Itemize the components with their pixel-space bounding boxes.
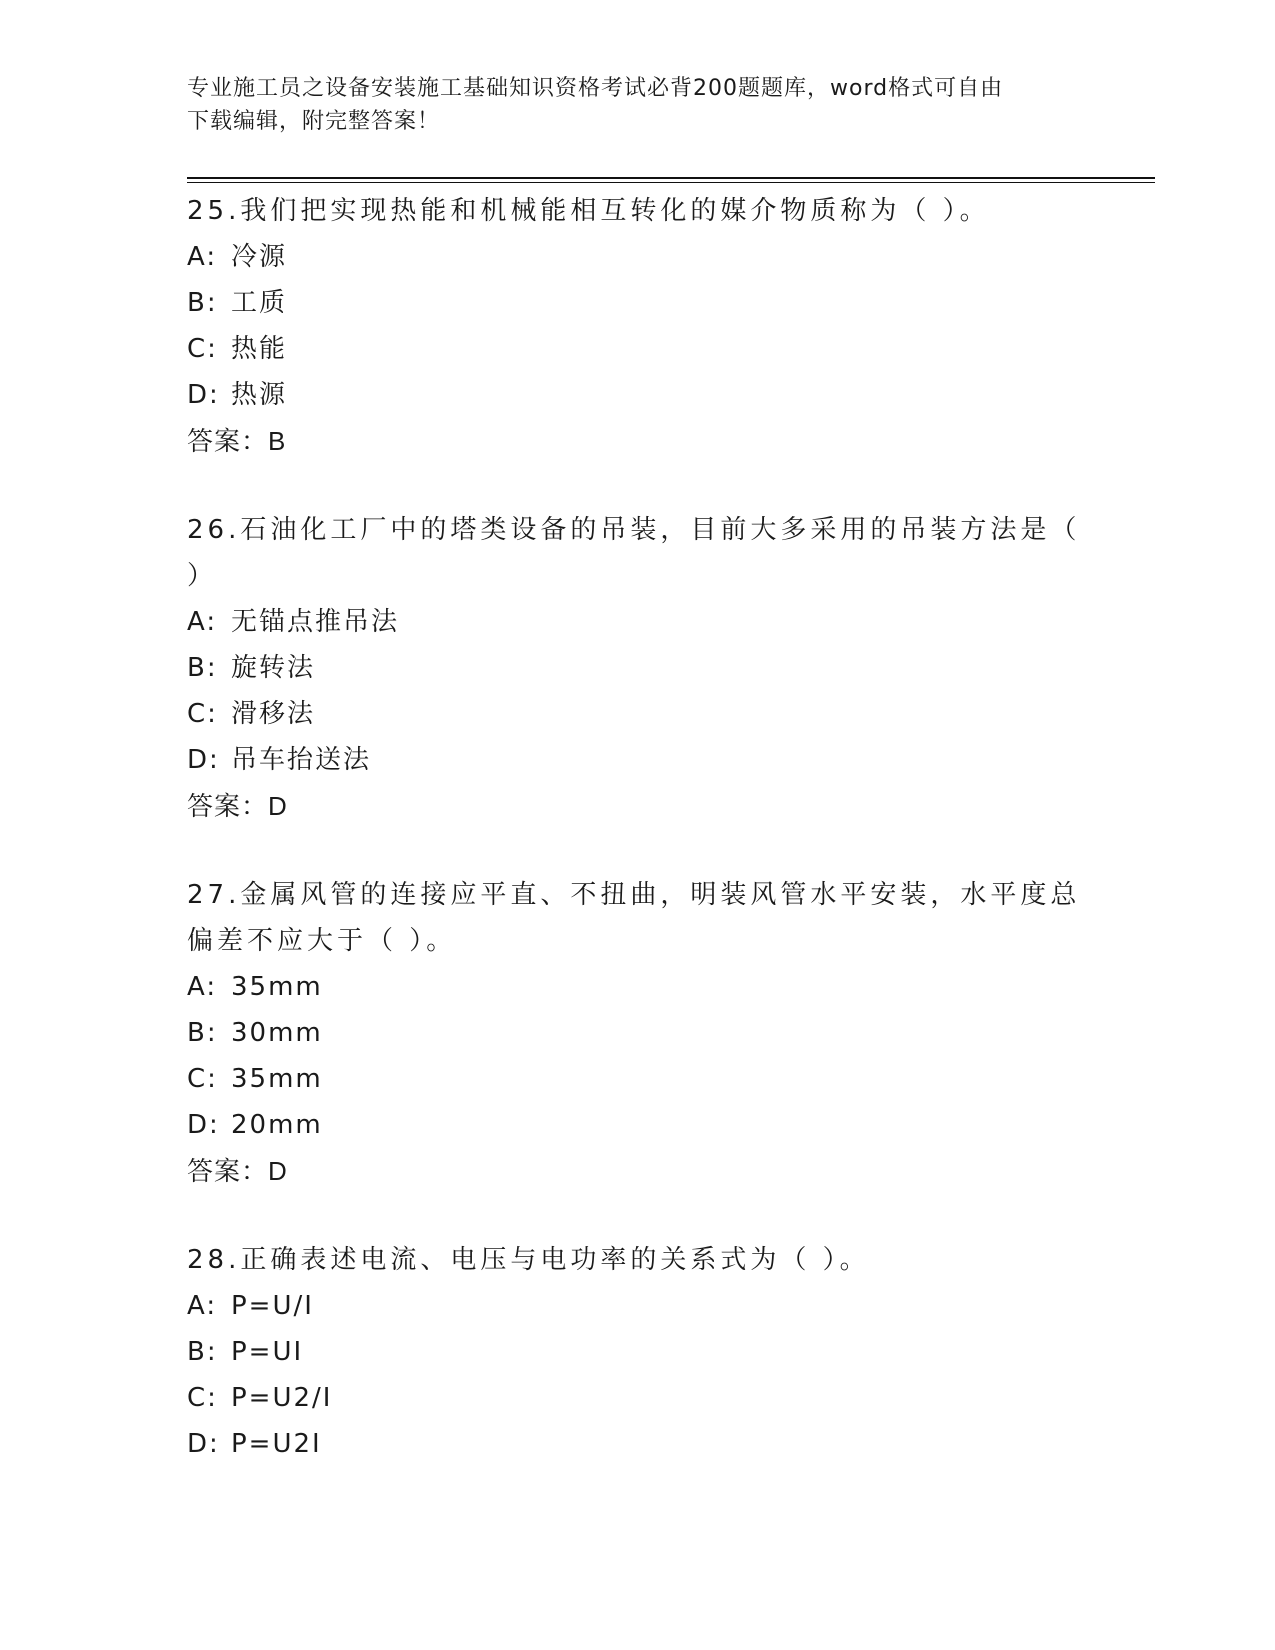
option-d: [187, 1421, 1087, 1467]
question-text: 28.正确表述电流、电压与电功率的关系式为（ ）。: [187, 1245, 870, 1275]
option-key: D:: [187, 745, 220, 775]
option-key: C:: [187, 1383, 218, 1413]
header-line-1: 专业施工员之设备安装施工基础知识资格考试必背200题题库，word格式可自由: [187, 76, 1004, 101]
option-text: 冷源: [231, 242, 288, 272]
option-c: [187, 326, 1087, 372]
option-text: 35mm: [231, 972, 323, 1002]
option-key: B:: [187, 1337, 218, 1367]
question-text: 27.金属风管的连接应平直、不扭曲，明装风管水平安装，水平度总偏差不应大于（ ）。: [187, 880, 1081, 956]
option-text: 旋转法: [231, 653, 316, 683]
option-text: 滑移法: [231, 699, 316, 729]
option-a: [187, 234, 1087, 280]
option-key: C:: [187, 334, 218, 364]
option-text: 吊车抬送法: [231, 745, 372, 775]
answer-line: 答案：B: [187, 426, 287, 456]
option-key: B:: [187, 653, 218, 683]
question-25: [187, 188, 1087, 464]
option-b: [187, 1010, 1087, 1056]
option-c: [187, 1056, 1087, 1102]
question-27: [187, 872, 1087, 1194]
option-key: C:: [187, 1064, 218, 1094]
option-b: [187, 280, 1087, 326]
header-divider-thick: [187, 177, 1155, 179]
option-text: 35mm: [231, 1064, 323, 1094]
option-key: A:: [187, 1291, 218, 1321]
option-key: A:: [187, 242, 218, 272]
option-key: A:: [187, 972, 218, 1002]
question-26: [187, 507, 1087, 829]
option-d: [187, 372, 1087, 418]
option-text: P=U/I: [231, 1291, 314, 1321]
option-key: B:: [187, 1018, 218, 1048]
option-text: 20mm: [231, 1110, 323, 1140]
option-a: [187, 599, 1087, 645]
option-a: [187, 1283, 1087, 1329]
option-text: P=U2/I: [231, 1383, 333, 1413]
option-key: D:: [187, 1429, 220, 1459]
document-header: [187, 72, 1087, 138]
option-b: [187, 1329, 1087, 1375]
option-text: 热源: [231, 380, 288, 410]
answer-line: 答案：D: [187, 1156, 288, 1186]
option-key: D:: [187, 380, 220, 410]
option-d: [187, 737, 1087, 783]
header-divider-thin: [187, 182, 1155, 183]
answer-line: 答案：D: [187, 791, 288, 821]
option-a: [187, 964, 1087, 1010]
option-text: 工质: [231, 288, 288, 318]
option-c: [187, 691, 1087, 737]
question-text: 25.我们把实现热能和机械能相互转化的媒介物质称为（ ）。: [187, 196, 990, 226]
option-text: 无锚点推吊法: [231, 607, 400, 637]
option-key: A:: [187, 607, 218, 637]
option-c: [187, 1375, 1087, 1421]
option-d: [187, 1102, 1087, 1148]
option-key: B:: [187, 288, 218, 318]
option-text: P=U2I: [231, 1429, 322, 1459]
question-list: [187, 188, 1087, 1510]
header-line-2: 下载编辑，附完整答案！: [187, 109, 441, 134]
option-text: 30mm: [231, 1018, 323, 1048]
option-key: C:: [187, 699, 218, 729]
option-text: 热能: [231, 334, 288, 364]
option-text: P=UI: [231, 1337, 304, 1367]
question-text: 26.石油化工厂中的塔类设备的吊装，目前大多采用的吊装方法是（ ）: [187, 515, 1081, 591]
option-b: [187, 645, 1087, 691]
question-28: [187, 1237, 1087, 1467]
option-key: D:: [187, 1110, 220, 1140]
